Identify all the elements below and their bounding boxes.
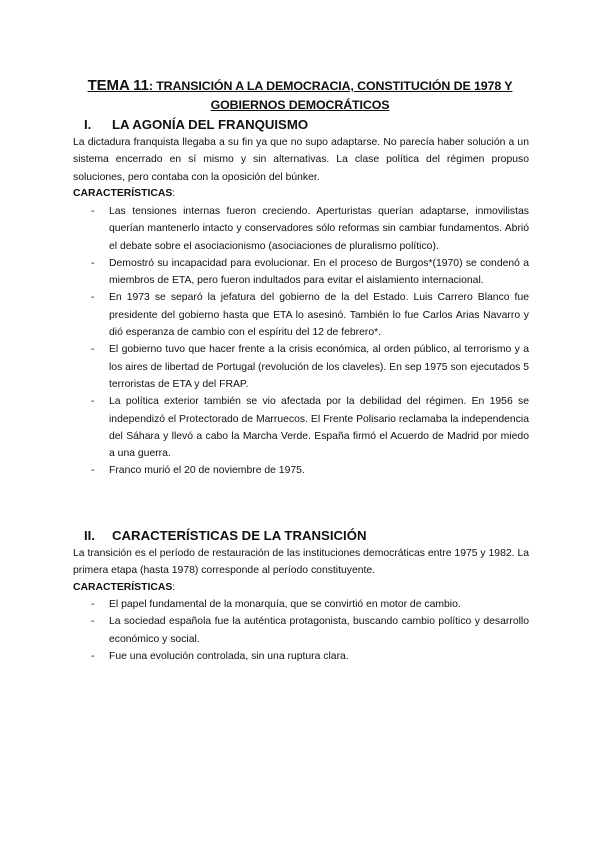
document-title [60, 76, 540, 115]
title-prefix: TEMA 11 [87, 77, 149, 94]
section-intro-2: La transición es el período de restauración de las instituciones democráticas entre 1975 y 1982. La primera etapa (hasta 1978) corresponde al período constituyente. [73, 548, 529, 577]
characteristics-label-2: CARACTERÍSTICAS: [73, 582, 176, 593]
list-item: - La sociedad española fue la auténtica protagonista, buscando cambio político y desarrollo económico y social. [91, 616, 529, 645]
list-item: - Fue una evolución controlada, sin una ruptura clara. [91, 650, 349, 662]
list-item: - La política exterior también se vio afectada por la debilidad del régimen. En 1956 se independizó el Protectorado de Marruecos. El Frente Polisario reclamaba la independencia del Sáhara y llevó a cabo la Marcha Verde. España firmó el Acuerdo de Madrid por miedo a una guerra. [91, 396, 529, 460]
characteristics-label-text-2: CARACTERÍSTICAS [73, 582, 173, 593]
section-number-1: I. [84, 117, 92, 132]
title-line1: : TRANSICIÓN A LA DEMOCRACIA, CONSTITUCIÓN DE 1978 Y [148, 79, 513, 93]
characteristics-label-1: CARACTERÍSTICAS: [73, 188, 176, 199]
section-title-1: LA AGONÍA DEL FRANQUISMO [112, 117, 309, 132]
characteristics-list-1 [73, 203, 529, 480]
list-item: - Demostró su incapacidad para evolucionar. En el proceso de Burgos*(1970) se condenó a miembros de ETA, pero fueron indultados para evitar el aislamiento internacional. [91, 257, 529, 287]
section-intro-1: La dictadura franquista llegaba a su fin ya que no supo adaptarse. No parecía haber solución a un sistema encerrado en sí mismo y sin alternativas. La clase política del régimen propuso soluciones, pero contaba con la oposición del búnker. [73, 137, 529, 183]
list-item: - Las tensiones internas fueron creciendo. Aperturistas querían adaptarse, inmovilistas querían mantenerlo intacto y conservadores sólo reformas sin cambiar fundamentos. Abrió el debate sobre el asociacionismo (asociaciones de pluralismo político). [91, 206, 529, 252]
characteristics-label-text-1: CARACTERÍSTICAS [73, 188, 173, 199]
section-heading-1 [84, 116, 308, 134]
list-item: - El papel fundamental de la monarquía, que se convirtió en motor de cambio. [91, 599, 461, 610]
list-item: - El gobierno tuvo que hacer frente a la crisis económica, al orden público, al terrorismo y a los aires de libertad de Portugal (revolución de los claveles). En sep 1975 son ejecutados 5 terroristas de ETA y del FRAP. [91, 344, 529, 390]
section-title-2: CARACTERÍSTICAS DE LA TRANSICIÓN [112, 528, 367, 543]
list-item: - Franco murió el 20 de noviembre de 1975. [91, 465, 305, 477]
section-number-2: II. [84, 528, 95, 543]
title-line2: GOBIERNOS DEMOCRÁTICOS [210, 98, 390, 112]
list-item: - En 1973 se separó la jefatura del gobierno de la del Estado. Luis Carrero Blanco fue presidente del gobierno hasta que ETA lo asesinó. También lo fue Carlos Arias Navarro y dió esperanza de cambio con el espíritu del 12 de febrero*. [91, 292, 529, 339]
characteristics-list-2 [73, 596, 529, 665]
section-heading-2 [84, 527, 366, 545]
